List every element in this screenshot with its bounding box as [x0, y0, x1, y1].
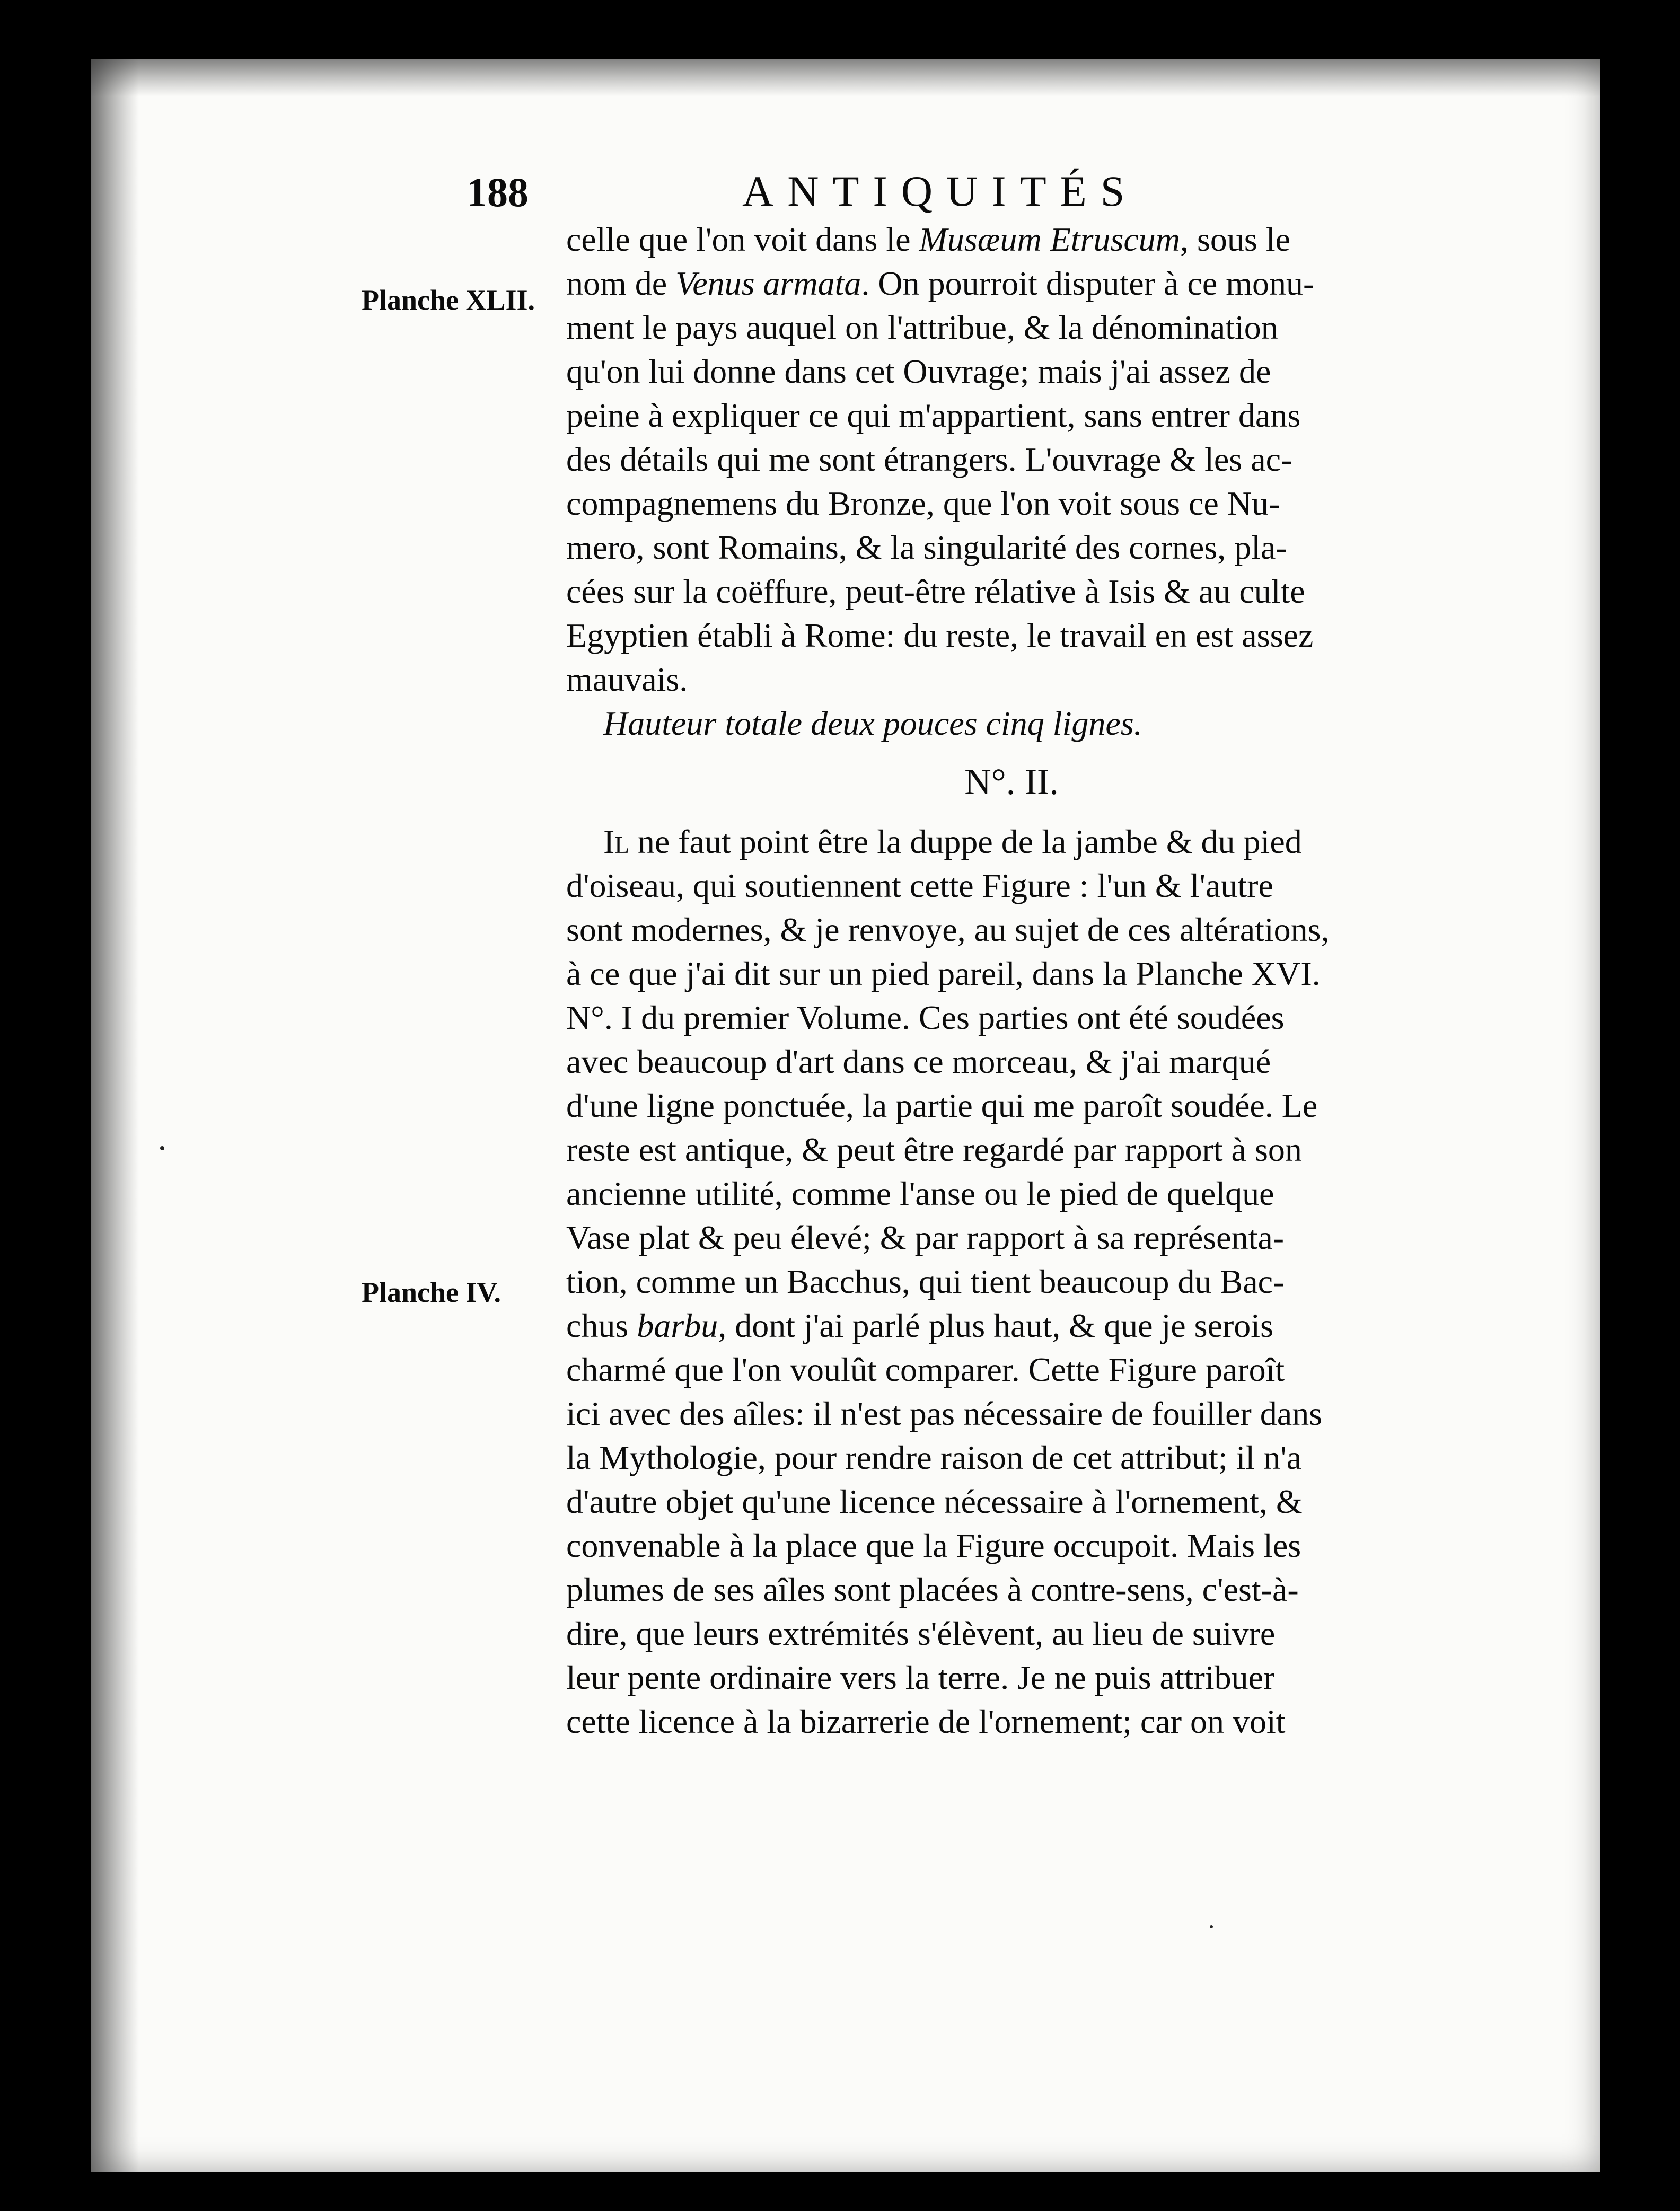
text-line: ici avec des aîles: il n'est pas nécessaire de fouiller dans: [566, 1395, 1323, 1432]
text-line: convenable à la place que la Figure occupoit. Mais les: [566, 1527, 1301, 1564]
text-run: ne faut point être la duppe de la jambe & du pied: [629, 823, 1302, 860]
text-run: celle que l'on voit dans le: [566, 221, 911, 258]
text-line: peine à expliquer ce qui m'appartient, sans entrer dans: [566, 397, 1301, 434]
text-line: sont modernes, & je renvoye, au sujet de ces altérations,: [566, 911, 1330, 948]
text-line: d'autre objet qu'une licence nécessaire à l'ornement, &: [566, 1483, 1303, 1520]
text-line: compagnemens du Bronze, que l'on voit sous ce Nu-: [566, 485, 1280, 522]
margin-note-planche-iv: Planche IV.: [362, 1276, 502, 1308]
text-line: d'oiseau, qui soutiennent cette Figure : l'un & l'autre: [566, 867, 1273, 904]
section-heading: N°. II.: [964, 762, 1059, 803]
text-line: Vase plat & peu élevé; & par rapport à sa représenta-: [566, 1219, 1285, 1256]
scan-shadow-top: [91, 59, 1600, 96]
text-line: tion, comme un Bacchus, qui tient beaucoup du Bac-: [566, 1263, 1285, 1300]
scan-speck: [160, 1146, 164, 1150]
text-line: charmé que l'on voulût comparer. Cette Figure paroît: [566, 1351, 1285, 1388]
text-line: cées sur la coëffure, peut-être rélative à Isis & au culte: [566, 572, 1305, 610]
text-run: , dont j'ai parlé plus haut, & que je serois: [718, 1307, 1273, 1344]
text-line: reste est antique, & peut être regardé par rapport à son: [566, 1131, 1302, 1168]
scan-shadow-left: [91, 59, 139, 2172]
text-run: . On pourroit disputer à ce monu-: [861, 265, 1315, 302]
text-line: d'une ligne ponctuée, la partie qui me paroît soudée. Le: [566, 1087, 1318, 1124]
drop-initial: Il: [603, 823, 629, 860]
text-line: des détails qui me sont étrangers. L'ouvrage & les ac-: [566, 441, 1292, 478]
text-line: [566, 820, 1436, 864]
margin-note-planche-xlii: Planche XLII.: [362, 284, 535, 316]
text-line: avec beaucoup d'art dans ce morceau, & j'ai marqué: [566, 1043, 1271, 1080]
page-number: 188: [467, 169, 529, 215]
text-line: [566, 261, 1436, 305]
text-line: mauvais.: [566, 660, 688, 698]
text-line: cette licence à la bizarrerie de l'ornement; car on voit: [566, 1703, 1286, 1740]
text-line: mero, sont Romains, & la singularité des cornes, pla-: [566, 528, 1287, 566]
text-line: leur pente ordinaire vers la terre. Je ne puis attribuer: [566, 1659, 1275, 1696]
text-line: [566, 217, 1436, 261]
text-run: chus: [566, 1307, 637, 1344]
dimension-line: Hauteur totale deux pouces cinq lignes.: [603, 704, 1142, 742]
text-line: dire, que leurs extrémités s'élèvent, au lieu de suivre: [566, 1615, 1276, 1652]
text-line: qu'on lui donne dans cet Ouvrage; mais j'ai assez de: [566, 353, 1271, 390]
text-line: la Mythologie, pour rendre raison de cet attribut; il n'a: [566, 1439, 1302, 1476]
text-line: à ce que j'ai dit sur un pied pareil, dans la Planche XVI.: [566, 955, 1321, 992]
epithet-italic: barbu: [637, 1307, 718, 1344]
body-text: [566, 217, 1436, 1743]
text-line: ancienne utilité, comme l'anse ou le pied de quelque: [566, 1175, 1274, 1212]
text-line: N°. I du premier Volume. Ces parties ont été soudées: [566, 999, 1285, 1036]
running-title: ANTIQUITÉS: [742, 167, 1139, 215]
text-line: [566, 1303, 1436, 1347]
text-run: nom de: [566, 265, 667, 302]
scan-speck: [1210, 1925, 1213, 1928]
book-title-italic: Musæum Etruscum: [919, 221, 1180, 258]
text-run: , sous le: [1180, 221, 1290, 258]
text-line: ment le pays auquel on l'attribue, & la dénomination: [566, 309, 1278, 346]
text-line: Egyptien établi à Rome: du reste, le travail en est assez: [566, 616, 1314, 654]
deity-name-italic: Venus armata: [675, 265, 861, 302]
text-line: plumes de ses aîles sont placées à contre-sens, c'est-à-: [566, 1571, 1299, 1608]
